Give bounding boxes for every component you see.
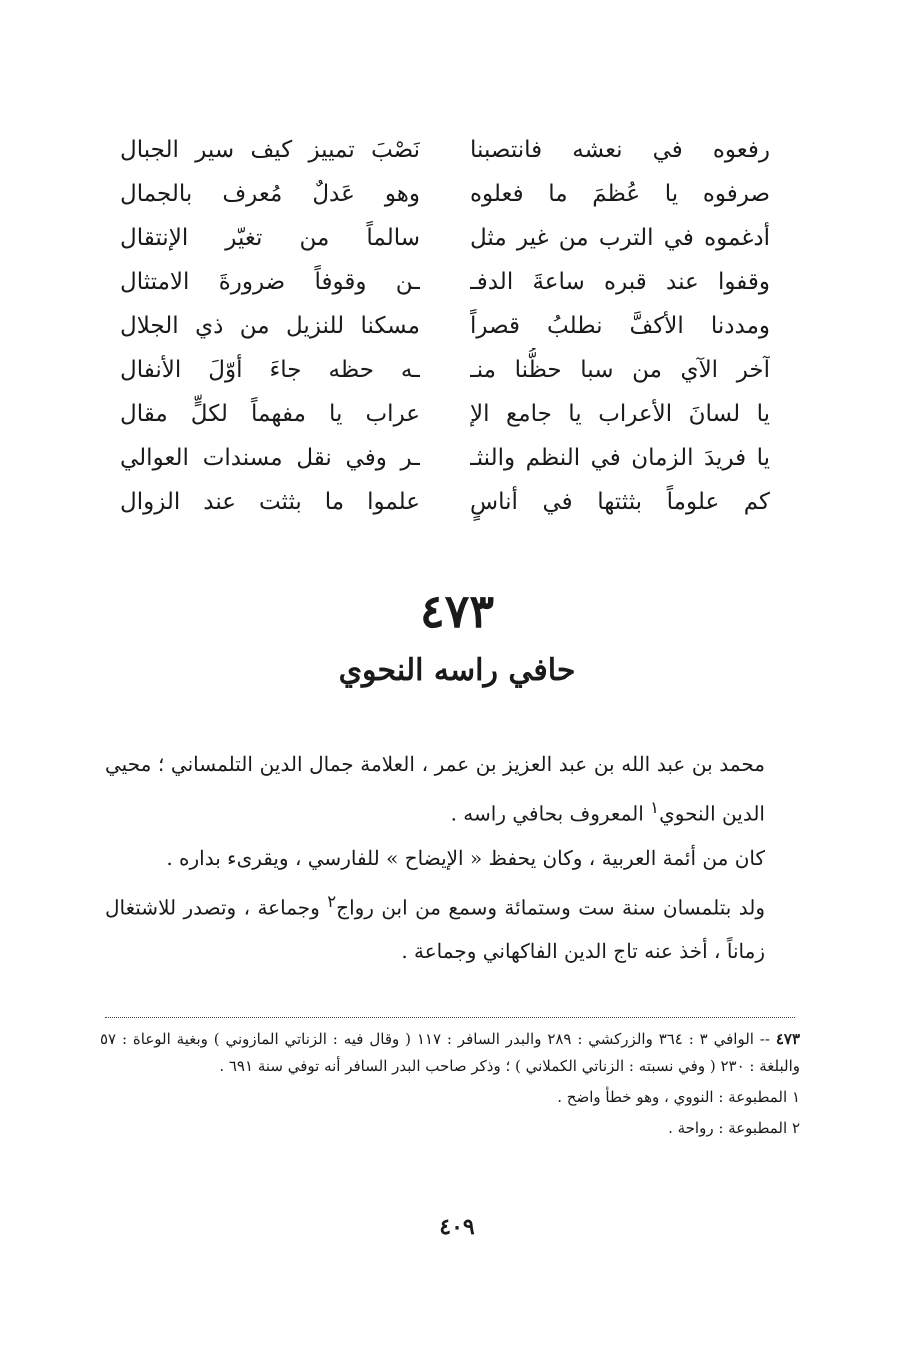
verse-second-hemistich: عراب يا مفهماً لكلٍّ مقال	[120, 401, 420, 427]
verse-line	[120, 216, 770, 260]
entry-number: ٤٧٣	[419, 584, 495, 638]
verse-first-hemistich: كم علوماً بثثتها في أناسٍ	[470, 489, 770, 515]
footnote-divider	[105, 1017, 795, 1018]
entry-title: حافي راسه النحوي	[338, 653, 576, 688]
verse-line	[120, 260, 770, 304]
source-note	[100, 1026, 800, 1080]
verse-second-hemistich: سالماً من تغيّر الإنتقال	[120, 225, 420, 251]
paragraph	[105, 880, 765, 974]
paragraph-text-end: المعروف بحافي راسه .	[450, 801, 651, 826]
verse-second-hemistich: وهو عَدلٌ مُعرف بالجمال	[120, 181, 420, 207]
footnote-1: ١ المطبوعة : النووي ، وهو خطأ واضح .	[557, 1088, 800, 1106]
paragraph: كان من أئمة العربية ، وكان يحفظ « الإيضاح » للفارسي ، ويقرىء بداره .	[166, 845, 765, 870]
footnote-ref: ٢	[327, 891, 337, 911]
verse-first-hemistich: يا لسانَ الأعراب يا جامع الإ	[470, 401, 770, 427]
verse-line	[120, 304, 770, 348]
verse-line	[120, 392, 770, 436]
verse-first-hemistich: رفعوه في نعشه فانتصبنا	[470, 137, 770, 163]
verse-first-hemistich: صرفوه يا عُظمَ ما فعلوه	[470, 181, 770, 207]
paragraph-text-end: وجماعة ، وتصدر للاشتغال زماناً ، أخذ عنه تاج الدين الفاكهاني وجماعة .	[105, 895, 765, 964]
verse-first-hemistich: آخر الآي من سبا حظُّنا منـ	[470, 357, 770, 383]
verse-line	[120, 436, 770, 480]
paragraph-text: محمد بن عبد الله بن عبد العزيز بن عمر ، العلامة جمال الدين التلمساني ؛ محيي الدين النحوي	[105, 752, 765, 826]
verse-second-hemistich: نَصْبَ تمييز كيف سير الجبال	[120, 137, 420, 163]
footnote-ref: ١	[650, 798, 660, 817]
paragraph	[105, 742, 765, 836]
paragraph-text: ولد بتلمسان سنة ست وستمائة وسمع من ابن رواج	[336, 895, 765, 920]
verse-line	[120, 348, 770, 392]
footnote-2: ٢ المطبوعة : رواحة .	[668, 1119, 800, 1137]
verse-first-hemistich: وقفوا عند قبره ساعةَ الدفـ	[470, 269, 770, 295]
poem-verses	[120, 128, 770, 524]
source-note-number: ٤٧٣	[775, 1030, 800, 1048]
verse-second-hemistich: علموا ما بثثت عند الزوال	[120, 489, 420, 515]
verse-second-hemistich: مسكنا للنزيل من ذي الجلال	[120, 313, 420, 339]
verse-first-hemistich: ومددنا الأكفَّ نطلبُ قصراً	[470, 313, 770, 339]
verse-second-hemistich: ـر وفي نقل مسندات العوالي	[120, 445, 420, 471]
footnotes	[100, 1026, 800, 1142]
biography-text	[105, 742, 765, 973]
verse-line	[120, 480, 770, 524]
verse-first-hemistich: يا فريدَ الزمان في النظم والنثـ	[470, 445, 770, 471]
verse-second-hemistich: ـه حظه جاءَ أوّلَ الأنفال	[120, 357, 420, 383]
verse-second-hemistich: ـن وقوفاً ضرورةَ الامتثال	[120, 269, 420, 295]
page-number: ٤٠٩	[439, 1214, 475, 1240]
verse-line	[120, 128, 770, 172]
source-note-text: -- الوافي ٣ : ٣٦٤ والزركشي : ٢٨٩ والبدر السافر : ١١٧ ( وقال فيه : الزناتي المازوني ) وبغية الوعاة : ٥٧ والبلغة : ٢٣٠ ( وفي نسبته : الزناتي الكملاني ) ؛ وذكر صاحب البدر السافر أنه توفي سنة ٦٩١ .	[100, 1030, 800, 1075]
verse-first-hemistich: أدغموه في الترب من غير مثل	[470, 225, 770, 251]
verse-line	[120, 172, 770, 216]
